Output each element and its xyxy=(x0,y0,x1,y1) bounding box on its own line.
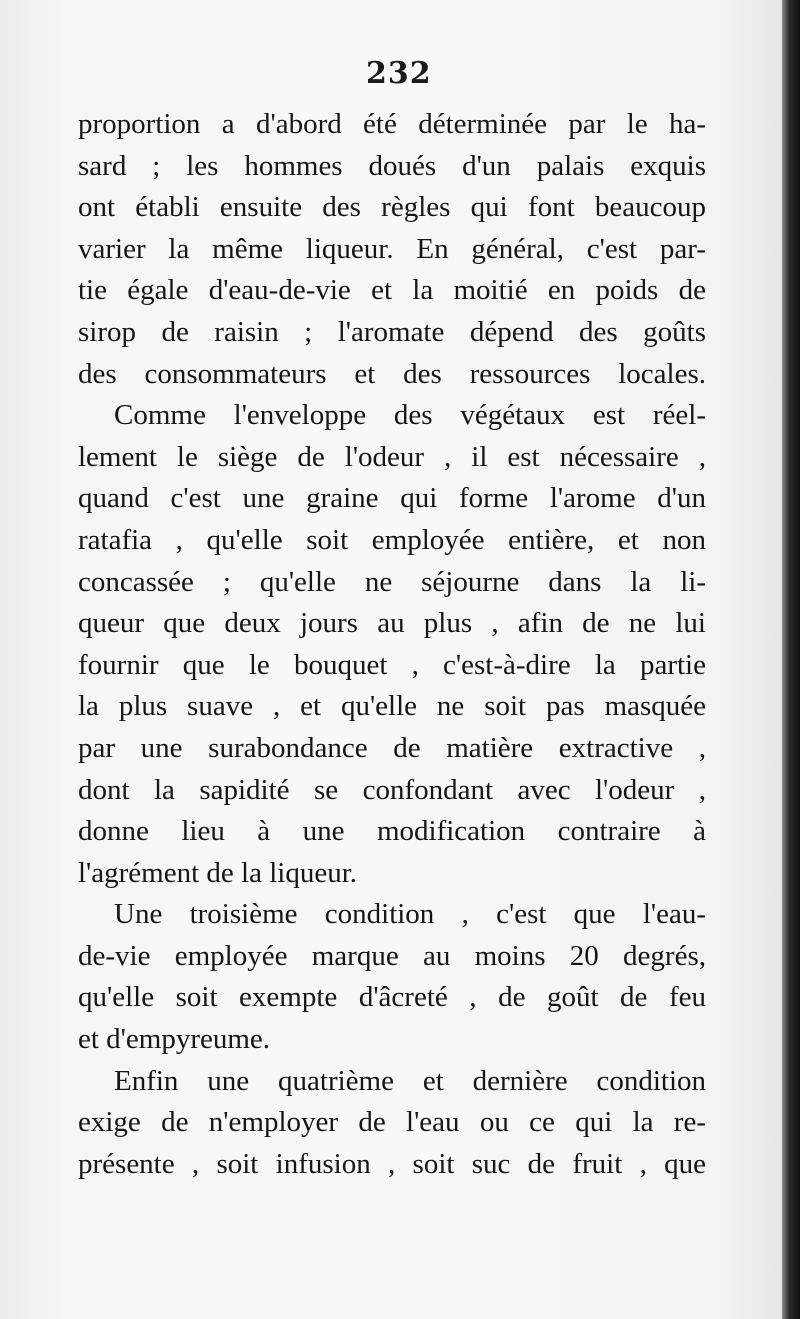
text-line: Une troisième condition , c'est que l'eau- xyxy=(114,898,706,931)
text-line: ont établi ensuite des règles qui font beaucoup xyxy=(78,191,706,224)
text-line: varier la même liqueur. En général, c'est par- xyxy=(78,232,706,265)
text-line: présente , soit infusion , soit suc de fruit , que xyxy=(78,1147,706,1180)
text-line: quand c'est une graine qui forme l'arome d'un xyxy=(78,482,706,515)
text-line: et d'empyreume. xyxy=(78,1023,271,1056)
text-line: des consommateurs et des ressources locales. xyxy=(78,357,706,390)
text-line: Comme l'enveloppe des végétaux est réel- xyxy=(114,399,706,432)
paragraph xyxy=(78,104,706,395)
text-line: Enfin une quatrième et dernière condition xyxy=(114,1064,706,1097)
text-line: ratafia , qu'elle soit employée entière, et non xyxy=(78,523,706,556)
text-line: fournir que le bouquet , c'est-à-dire la partie xyxy=(78,648,706,681)
text-line: concassée ; qu'elle ne séjourne dans la li- xyxy=(78,565,706,598)
page-edge-shadow xyxy=(782,0,800,1319)
body-text xyxy=(78,104,706,1185)
paragraph xyxy=(78,1061,706,1186)
text-line: sirop de raisin ; l'aromate dépend des goûts xyxy=(78,315,706,348)
text-line: l'agrément de la liqueur. xyxy=(78,856,358,889)
text-line: sard ; les hommes doués d'un palais exquis xyxy=(78,149,706,182)
text-line: exige de n'employer de l'eau ou ce qui la re- xyxy=(78,1106,706,1139)
text-line: de-vie employée marque au moins 20 degrés, xyxy=(78,939,706,972)
text-line: proportion a d'abord été déterminée par le ha- xyxy=(78,108,706,140)
text-line: tie égale d'eau-de-vie et la moitié en poids de xyxy=(78,274,706,307)
text-line: dont la sapidité se confondant avec l'odeur , xyxy=(78,773,706,806)
text-line: donne lieu à une modification contraire à xyxy=(78,815,706,848)
text-line: queur que deux jours au plus , afin de ne lui xyxy=(78,607,706,640)
text-line: lement le siège de l'odeur , il est nécessaire , xyxy=(78,440,706,473)
text-line: la plus suave , et qu'elle ne soit pas masquée xyxy=(78,690,706,723)
page-number: 232 xyxy=(366,56,432,91)
paragraph xyxy=(78,894,706,1060)
paragraph xyxy=(78,395,706,894)
text-line: par une surabondance de matière extractive , xyxy=(78,731,706,764)
text-line: qu'elle soit exempte d'âcreté , de goût de feu xyxy=(78,981,706,1014)
